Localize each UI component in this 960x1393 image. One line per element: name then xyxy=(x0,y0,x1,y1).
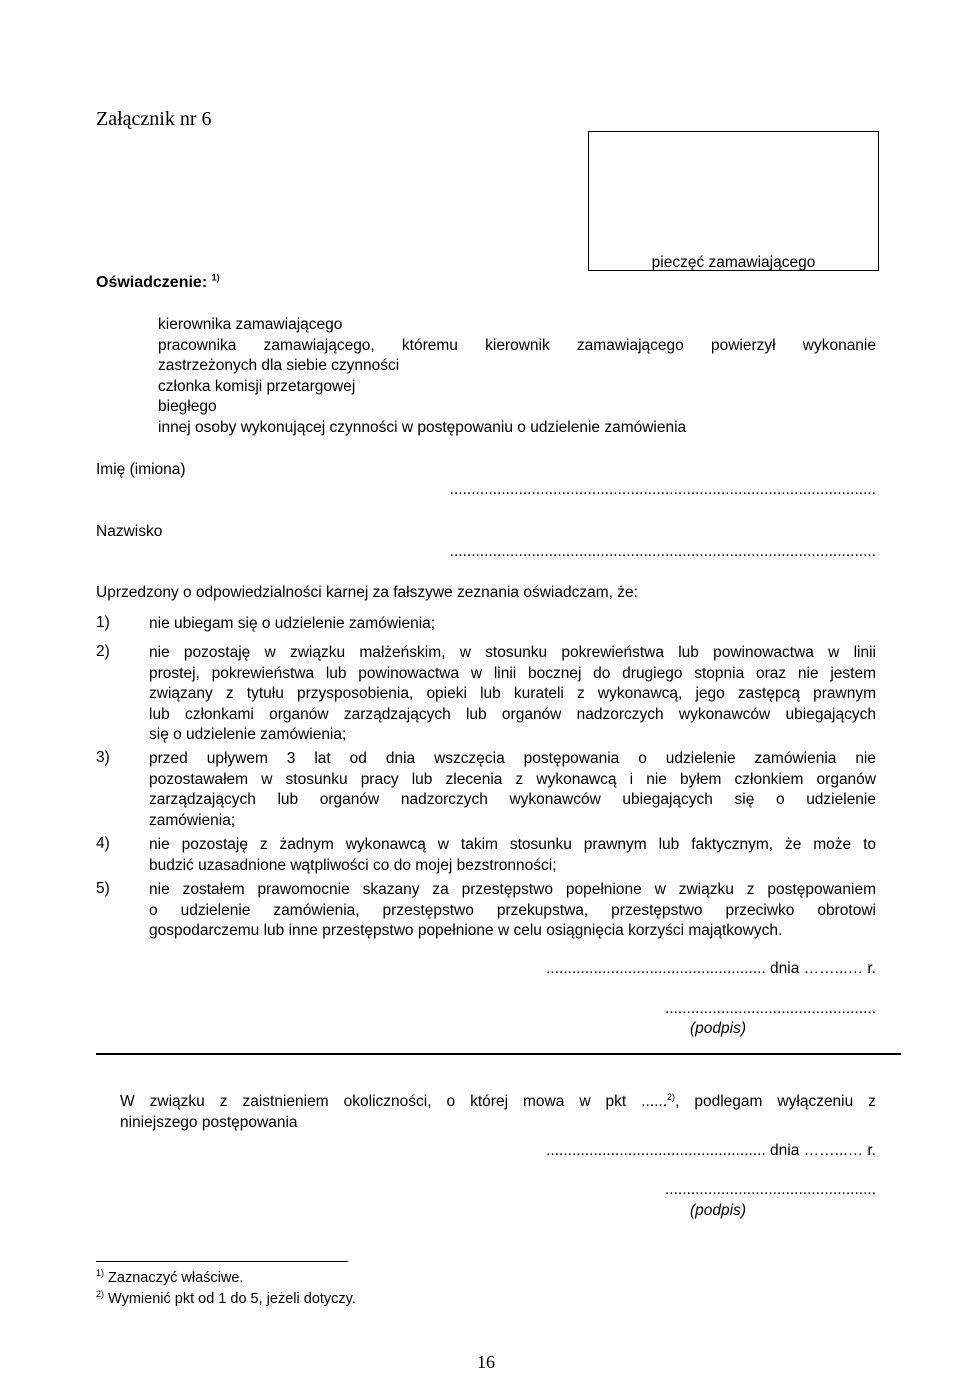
footnote-text: Wymienić pkt od 1 do 5, jeżeli dotyczy. xyxy=(108,1291,356,1307)
page-number: 16 xyxy=(477,1352,495,1372)
footnote-mark: 2) xyxy=(96,1289,105,1300)
footnote xyxy=(96,1270,243,1286)
item-number: 1) xyxy=(96,614,110,631)
footnote-ref-2: 2) xyxy=(667,1091,676,1102)
item-line: gospodarczemu lub inne przestępstwo popełnione w celu osiągnięcia korzyści majątkowych. xyxy=(149,922,783,939)
stamp-caption: pieczęć zamawiającego xyxy=(651,254,816,271)
item-text xyxy=(149,643,876,746)
signature-dots[interactable]: ................................................. xyxy=(664,1000,876,1017)
item-line: nie pozostaję w związku małżeńskim, w stosunku pokrewieństwa lub powinowactwa w linii xyxy=(149,644,876,661)
date-line[interactable]: ................................................... dnia ……...… r. xyxy=(546,1142,876,1159)
item-text xyxy=(149,614,876,635)
exclusion-text-b: , podlegam wyłączeniu z xyxy=(675,1093,876,1110)
item-line: przed upływem 3 lat od dnia wszczęcia postępowania o udzielenie zamówienia nie xyxy=(149,750,876,767)
item-line: nie pozostaję z żadnym wykonawcą w takim stosunku prawnym lub faktycznym, że może to xyxy=(149,836,876,853)
item-line: się o udzielenie zamówienia; xyxy=(149,726,347,743)
exclusion-text-a: W związku z zaistnieniem okoliczności, o której mowa w pkt ...... xyxy=(120,1093,668,1110)
role-item: członka komisji przetargowej xyxy=(158,377,356,395)
attachment-title: Załącznik nr 6 xyxy=(96,108,212,130)
item-line: prostej, pokrewieństwa lub powinowactwa w linii bocznej do drugiego stopnia oraz nie jestem xyxy=(149,664,876,682)
roles-list xyxy=(158,315,876,438)
item-number: 2) xyxy=(96,643,110,660)
footnote xyxy=(96,1291,356,1307)
item-line: zarządzających lub organów nadzorczych wykonawców ubiegających się o udzielenie xyxy=(149,791,876,808)
item-line: nie ubiegam się o udzielenie zamówienia; xyxy=(149,615,436,632)
item-text xyxy=(149,835,876,876)
first-name-field[interactable]: ................................................................................................... xyxy=(449,481,876,498)
item-line: pozostawałem w stosunku pracy lub zlecenia z wykonawcą i nie byłem członkiem organów xyxy=(149,770,876,788)
date-line[interactable]: ................................................... dnia ……...… r. xyxy=(546,960,876,977)
item-line: zamówienia; xyxy=(149,811,236,829)
signature-label: (podpis) xyxy=(690,1202,746,1219)
footnote-mark: 1) xyxy=(96,1268,105,1279)
item-line: związany z tytułu przysposobienia, opieki lub kurateli z wykonawcą, jego zastępcą prawnym xyxy=(149,685,876,702)
first-name-label: Imię (imiona) xyxy=(96,461,186,478)
role-item: biegłego xyxy=(158,398,217,415)
footnote-ref-1: 1) xyxy=(211,272,220,283)
declaration-intro: Uprzedzony o odpowiedzialności karnej za fałszywe zeznania oświadczam, że: xyxy=(96,584,638,601)
item-line: budzić uzasadnione wątpliwości co do mojej bezstronności; xyxy=(149,856,557,874)
item-text xyxy=(149,880,876,942)
footnote-text: Zaznaczyć właściwe. xyxy=(108,1270,244,1286)
section-divider xyxy=(96,1053,901,1055)
item-text xyxy=(149,749,876,831)
last-name-field[interactable]: ................................................................................................... xyxy=(449,543,876,560)
role-item: pracownika zamawiającego, któremu kierownik zamawiającego powierzył wykonanie xyxy=(158,336,876,354)
exclusion-line: niniejszego postępowania xyxy=(120,1113,298,1131)
item-number: 4) xyxy=(96,835,110,852)
role-item: innej osoby wykonującej czynności w postępowaniu o udzielenie zamówienia xyxy=(158,418,687,436)
footnote-rule xyxy=(96,1261,348,1262)
item-line: o udzielenie zamówienia, przestępstwo przekupstwa, przestępstwo przeciwko obrotowi xyxy=(149,901,876,919)
last-name-label: Nazwisko xyxy=(96,523,163,540)
item-number: 3) xyxy=(96,749,110,766)
signature-label: (podpis) xyxy=(690,1020,746,1037)
stamp-box xyxy=(588,131,879,271)
item-number: 5) xyxy=(96,880,110,897)
exclusion-line xyxy=(120,1092,876,1113)
exclusion-statement xyxy=(120,1092,876,1133)
role-item: kierownika zamawiającego xyxy=(158,316,343,333)
declaration-title xyxy=(96,274,220,292)
signature-dots[interactable]: ................................................. xyxy=(664,1181,876,1198)
item-line: nie zostałem prawomocnie skazany za przestępstwo popełnione w związku z postępowaniem xyxy=(149,881,876,898)
item-line: lub członkami organów zarządzających lub organów nadzorczych wykonawców ubiegających xyxy=(149,705,876,723)
role-item: zastrzeżonych dla siebie czynności xyxy=(158,357,400,374)
declaration-title-text: Oświadczenie: xyxy=(96,274,208,291)
